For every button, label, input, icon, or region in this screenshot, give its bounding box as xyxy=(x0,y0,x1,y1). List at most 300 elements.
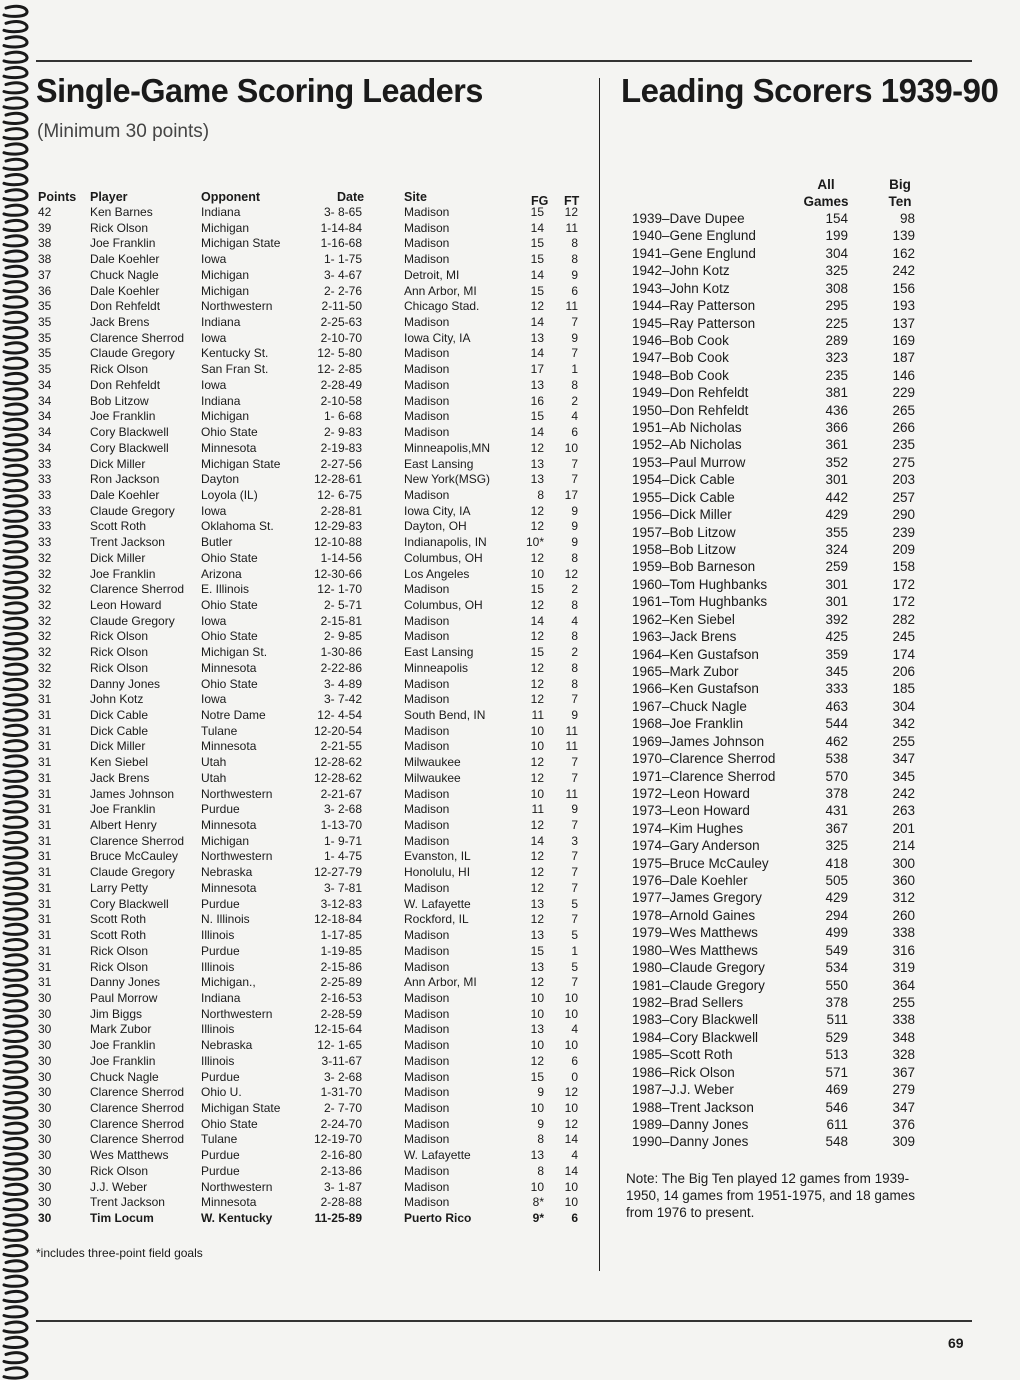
cell-big: 342 xyxy=(892,716,915,732)
cell-ft: 8 xyxy=(571,660,578,675)
spiral-coil xyxy=(4,588,27,598)
cell-date: 2-21-55 xyxy=(320,739,362,754)
cell-player: Rick Olson xyxy=(90,959,149,974)
cell-ft: 5 xyxy=(571,959,578,974)
cell-player: Paul Morrow xyxy=(90,990,158,1005)
cell-ft: 8 xyxy=(571,597,578,612)
table-row xyxy=(36,472,596,488)
cell-player: Clarence Sherrod xyxy=(90,582,185,597)
table-row xyxy=(630,750,930,767)
table-row xyxy=(36,488,596,504)
cell-fg: 16 xyxy=(530,393,544,408)
table-row xyxy=(36,1211,596,1227)
spiral-coil xyxy=(4,312,27,322)
table-row xyxy=(36,362,596,378)
spiral-coil xyxy=(4,404,27,414)
cell-points: 31 xyxy=(38,880,52,895)
cell-all: 550 xyxy=(825,977,848,993)
cell-ft: 12 xyxy=(564,1085,578,1100)
cell-site: Madison xyxy=(404,818,450,833)
cell-player: Dale Koehler xyxy=(90,283,160,298)
cell-year-player: 1957–Bob Litzow xyxy=(632,524,736,540)
single-game-subtitle: (Minimum 30 points) xyxy=(37,121,210,142)
cell-all: 378 xyxy=(825,785,848,801)
cell-player: John Kotz xyxy=(90,692,144,707)
header-opponent: Opponent xyxy=(201,190,261,204)
cell-fg: 12 xyxy=(530,660,544,675)
cell-date: 2-24-70 xyxy=(320,1116,362,1131)
cell-year-player: 1981–Claude Gregory xyxy=(632,977,765,993)
cell-year-player: 1984–Cory Blackwell xyxy=(632,1029,759,1045)
cell-opponent: Michigan xyxy=(201,220,250,235)
cell-player: Ron Jackson xyxy=(90,472,160,487)
cell-player: Clarence Sherrod xyxy=(90,1132,185,1147)
table-row xyxy=(630,524,930,541)
cell-ft: 10 xyxy=(564,1100,578,1115)
cell-player: Clarence Sherrod xyxy=(90,1085,185,1100)
cell-site: Ann Arbor, MI xyxy=(404,283,477,298)
cell-player: Trent Jackson xyxy=(90,1195,165,1210)
cell-site: Chicago Stad. xyxy=(404,299,480,314)
cell-points: 34 xyxy=(38,377,52,392)
table-row xyxy=(630,646,930,663)
cell-fg: 9* xyxy=(532,1211,544,1225)
cell-player: Dick Cable xyxy=(90,723,149,738)
cell-points: 36 xyxy=(38,283,52,298)
cell-site: Rockford, IL xyxy=(404,912,469,927)
cell-opponent: Illinois xyxy=(201,1022,235,1037)
cell-site: Iowa City, IA xyxy=(404,330,471,345)
table-row xyxy=(36,1132,596,1148)
cell-fg: 11 xyxy=(531,802,544,817)
spiral-coil xyxy=(4,557,27,567)
spiral-coil xyxy=(4,419,27,429)
cell-fg: 15 xyxy=(530,205,544,219)
cell-opponent: Michigan xyxy=(201,833,250,848)
cell-player: Joe Franklin xyxy=(90,1053,156,1068)
table-row xyxy=(630,558,930,575)
cell-big: 158 xyxy=(892,559,915,575)
top-rule xyxy=(36,60,972,62)
cell-date: 2-11-50 xyxy=(321,299,362,314)
table-row xyxy=(36,818,596,834)
cell-points: 35 xyxy=(38,362,52,377)
cell-player: J.J. Weber xyxy=(90,1179,148,1194)
cell-site: East Lansing xyxy=(404,645,474,660)
cell-all: 546 xyxy=(825,1099,848,1115)
spiral-coil xyxy=(4,894,27,904)
header-big-line2: Ten xyxy=(888,194,912,209)
table-row xyxy=(36,629,596,645)
cell-date: 2- 5-71 xyxy=(323,597,362,612)
header-big-ten xyxy=(880,176,920,210)
spiral-coil xyxy=(4,756,27,766)
cell-big: 193 xyxy=(892,298,915,314)
cell-date: 11-25-89 xyxy=(314,1211,362,1225)
cell-all: 442 xyxy=(825,489,848,505)
table-row xyxy=(36,1007,596,1023)
header-ft: FT xyxy=(564,194,580,208)
cell-player: Rick Olson xyxy=(90,943,149,958)
cell-player: Ken Siebel xyxy=(90,755,149,770)
spiral-coil xyxy=(4,6,27,16)
cell-date: 2-13-86 xyxy=(320,1163,362,1178)
cell-points: 33 xyxy=(38,456,52,471)
cell-year-player: 1976–Dale Koehler xyxy=(632,873,748,889)
spiral-coil xyxy=(4,266,27,276)
cell-date: 12-10-88 xyxy=(313,535,362,550)
cell-player: Danny Jones xyxy=(90,676,161,691)
cell-site: Madison xyxy=(404,833,450,848)
cell-points: 31 xyxy=(38,833,52,848)
cell-opponent: Indiana xyxy=(201,393,241,408)
cell-all: 367 xyxy=(825,820,848,836)
big-ten-note: Note: The Big Ten played 12 games from 1939-1950, 14 games from 1951-1975, and 18 games from 1976 to present. xyxy=(626,1171,915,1220)
cell-all: 308 xyxy=(825,280,848,296)
cell-date: 2-10-70 xyxy=(320,330,362,345)
spiral-coil xyxy=(4,848,27,858)
spiral-coil xyxy=(4,113,27,123)
table-row xyxy=(36,739,596,755)
table-row xyxy=(36,299,596,315)
cell-opponent: Utah xyxy=(201,770,227,785)
spiral-coil xyxy=(4,878,27,888)
table-row xyxy=(630,994,930,1011)
cell-big: 360 xyxy=(892,873,915,889)
table-row xyxy=(36,378,596,394)
cell-fg: 10 xyxy=(530,1100,544,1115)
spiral-coil xyxy=(4,1230,27,1240)
cell-year-player: 1939–Dave Dupee xyxy=(632,211,745,226)
cell-year-player: 1974–Kim Hughes xyxy=(632,820,744,836)
cell-fg: 12 xyxy=(530,629,544,644)
cell-year-player: 1956–Dick Miller xyxy=(632,507,732,523)
cell-year-player: 1986–Rick Olson xyxy=(632,1064,735,1080)
cell-opponent: Purdue xyxy=(201,1163,240,1178)
table-row xyxy=(630,349,930,366)
single-game-table xyxy=(36,205,596,1227)
spiral-coil xyxy=(4,389,27,399)
cell-points: 32 xyxy=(38,676,52,691)
cell-year-player: 1967–Chuck Nagle xyxy=(632,698,747,714)
cell-site: Indianapolis, IN xyxy=(404,535,487,550)
cell-site: Los Angeles xyxy=(404,566,470,581)
cell-year-player: 1958–Bob Litzow xyxy=(632,542,736,558)
cell-player: Clarence Sherrod xyxy=(90,1100,185,1115)
cell-big: 260 xyxy=(892,907,915,923)
cell-site: Madison xyxy=(404,205,450,219)
cell-points: 32 xyxy=(38,613,52,628)
table-row xyxy=(36,975,596,991)
cell-year-player: 1983–Cory Blackwell xyxy=(632,1012,759,1028)
cell-points: 32 xyxy=(38,550,52,565)
table-row xyxy=(36,912,596,928)
cell-date: 2-25-63 xyxy=(320,315,362,330)
column-divider xyxy=(599,78,600,1271)
cell-all: 235 xyxy=(825,367,848,383)
spiral-coil xyxy=(4,98,27,108)
cell-opponent: Ohio State xyxy=(201,1116,258,1131)
spiral-coil xyxy=(4,343,27,353)
table-row xyxy=(36,708,596,724)
table-row xyxy=(36,787,596,803)
cell-fg: 15 xyxy=(530,283,544,298)
cell-ft: 7 xyxy=(571,456,578,471)
cell-player: Bob Litzow xyxy=(90,393,149,408)
table-row xyxy=(630,454,930,471)
cell-date: 2-28-59 xyxy=(320,1006,362,1021)
spiral-coil xyxy=(4,511,27,521)
cell-opponent: Ohio State xyxy=(201,597,258,612)
cell-all: 324 xyxy=(825,542,848,558)
cell-player: Joe Franklin xyxy=(90,236,156,251)
cell-big: 265 xyxy=(892,402,915,418)
cell-player: Trent Jackson xyxy=(90,535,165,550)
cell-ft: 9 xyxy=(571,330,578,345)
cell-opponent: Michigan., xyxy=(201,975,256,990)
cell-date: 2-16-80 xyxy=(320,1148,362,1163)
cell-big: 319 xyxy=(892,960,915,976)
cell-date: 2-25-89 xyxy=(320,975,362,990)
cell-player: Rick Olson xyxy=(90,220,149,235)
cell-player: Scott Roth xyxy=(90,928,147,943)
spiral-coil xyxy=(4,373,27,383)
cell-date: 1-19-85 xyxy=(320,943,362,958)
table-row xyxy=(630,210,930,227)
cell-points: 30 xyxy=(38,1132,52,1147)
cell-points: 30 xyxy=(38,990,52,1005)
cell-points: 30 xyxy=(38,1163,52,1178)
cell-ft: 9 xyxy=(571,708,578,722)
cell-big: 255 xyxy=(892,733,915,749)
cell-player: Clarence Sherrod xyxy=(90,833,185,848)
cell-all: 429 xyxy=(825,890,848,906)
cell-points: 33 xyxy=(38,535,52,550)
cell-player: Scott Roth xyxy=(90,519,147,534)
cell-site: Iowa City, IA xyxy=(404,503,471,518)
cell-site: Madison xyxy=(404,880,450,895)
cell-site: W. Lafayette xyxy=(404,1148,471,1163)
cell-opponent: Indiana xyxy=(201,990,241,1005)
cell-big: 364 xyxy=(892,977,915,993)
table-row xyxy=(630,227,930,244)
table-row xyxy=(630,628,930,645)
cell-fg: 14 xyxy=(530,267,544,282)
cell-all: 304 xyxy=(825,245,848,261)
cell-big: 137 xyxy=(892,315,915,331)
spiral-coil xyxy=(4,282,27,292)
cell-big: 206 xyxy=(892,663,915,679)
cell-all: 529 xyxy=(825,1029,848,1045)
cell-date: 1-31-70 xyxy=(320,1085,362,1100)
cell-date: 2-10-58 xyxy=(320,393,362,408)
cell-fg: 10 xyxy=(530,1006,544,1021)
cell-big: 255 xyxy=(892,994,915,1010)
leading-scorers-title: Leading Scorers 1939-90 xyxy=(621,72,999,109)
cell-all: 505 xyxy=(825,873,848,889)
cell-ft: 6 xyxy=(571,1211,578,1225)
cell-big: 172 xyxy=(892,576,915,592)
cell-points: 38 xyxy=(38,236,52,251)
spiral-coil xyxy=(4,970,27,980)
cell-site: Madison xyxy=(404,990,450,1005)
cell-player: Scott Roth xyxy=(90,912,147,927)
cell-player: Claude Gregory xyxy=(90,503,175,518)
cell-ft: 10 xyxy=(564,440,578,455)
cell-site: Madison xyxy=(404,692,450,707)
cell-big: 367 xyxy=(892,1064,915,1080)
table-row xyxy=(36,802,596,818)
cell-big: 156 xyxy=(892,280,915,296)
spiral-coil xyxy=(4,741,27,751)
cell-big: 229 xyxy=(892,385,915,401)
table-row xyxy=(36,960,596,976)
cell-fg: 8 xyxy=(537,1163,544,1178)
cell-date: 1-13-70 xyxy=(320,818,362,833)
cell-points: 30 xyxy=(38,1069,52,1084)
cell-year-player: 1973–Leon Howard xyxy=(632,803,750,819)
cell-opponent: Nebraska xyxy=(201,1038,253,1053)
cell-date: 12- 5-80 xyxy=(317,346,362,361)
spiral-coil xyxy=(4,159,27,169)
table-row xyxy=(36,567,596,583)
cell-year-player: 1966–Ken Gustafson xyxy=(632,681,759,697)
cell-all: 544 xyxy=(825,716,848,732)
header-site: Site xyxy=(404,190,427,204)
cell-all: 154 xyxy=(825,211,848,226)
cell-date: 12-19-70 xyxy=(313,1132,362,1147)
cell-opponent: Indiana xyxy=(201,205,241,219)
cell-ft: 8 xyxy=(571,377,578,392)
cell-ft: 4 xyxy=(571,409,578,424)
spiral-coil xyxy=(4,144,27,154)
table-row xyxy=(36,834,596,850)
header-all-line1: All xyxy=(817,177,835,192)
spiral-coil xyxy=(4,205,27,215)
table-row xyxy=(36,1070,596,1086)
cell-year-player: 1953–Paul Murrow xyxy=(632,454,746,470)
cell-all: 513 xyxy=(825,1047,848,1063)
cell-opponent: Ohio State xyxy=(201,676,258,691)
table-row xyxy=(630,419,930,436)
cell-year-player: 1951–Ab Nicholas xyxy=(632,420,742,436)
cell-player: Claude Gregory xyxy=(90,865,175,880)
cell-year-player: 1980–Claude Gregory xyxy=(632,960,765,976)
table-row xyxy=(36,346,596,362)
cell-big: 263 xyxy=(892,803,915,819)
cell-site: South Bend, IN xyxy=(404,708,486,722)
spiral-binding xyxy=(0,0,40,1380)
cell-year-player: 1980–Wes Matthews xyxy=(632,942,758,958)
cell-big: 338 xyxy=(892,925,915,941)
cell-all: 463 xyxy=(825,698,848,714)
cell-player: Dick Miller xyxy=(90,456,146,471)
cell-date: 12- 1-65 xyxy=(317,1038,362,1053)
cell-player: Mark Zubor xyxy=(90,1022,152,1037)
cell-year-player: 1943–John Kotz xyxy=(632,280,730,296)
spiral-coil xyxy=(4,175,27,185)
spiral-coil xyxy=(4,37,27,47)
cell-date: 2-28-49 xyxy=(320,377,362,392)
cell-date: 2- 2-76 xyxy=(323,283,362,298)
cell-points: 31 xyxy=(38,865,52,880)
spiral-coil xyxy=(4,328,27,338)
cell-opponent: Ohio State xyxy=(201,550,258,565)
cell-all: 301 xyxy=(825,594,848,610)
cell-site: Madison xyxy=(404,629,450,644)
cell-fg: 14 xyxy=(530,425,544,440)
cell-points: 31 xyxy=(38,959,52,974)
cell-opponent: Iowa xyxy=(201,692,227,707)
spiral-coil xyxy=(4,22,27,32)
cell-ft: 5 xyxy=(571,896,578,911)
cell-year-player: 1941–Gene Englund xyxy=(632,245,756,261)
cell-big: 300 xyxy=(892,855,915,871)
cell-fg: 13 xyxy=(530,959,544,974)
cell-player: Joe Franklin xyxy=(90,1038,156,1053)
cell-ft: 6 xyxy=(571,283,578,298)
three-point-footnote: *includes three-point field goals xyxy=(36,1246,203,1260)
cell-all: 325 xyxy=(825,838,848,854)
cell-fg: 12 xyxy=(530,849,544,864)
cell-opponent: Michigan xyxy=(201,283,250,298)
cell-points: 31 xyxy=(38,755,52,770)
cell-site: Madison xyxy=(404,1006,450,1021)
cell-site: Columbus, OH xyxy=(404,550,483,565)
cell-all: 538 xyxy=(825,751,848,767)
cell-opponent: Minnesota xyxy=(201,660,257,675)
cell-site: Madison xyxy=(404,346,450,361)
cell-year-player: 1969–James Johnson xyxy=(632,733,765,749)
cell-points: 30 xyxy=(38,1006,52,1021)
table-row xyxy=(630,384,930,401)
cell-ft: 7 xyxy=(571,346,578,361)
cell-opponent: Indiana xyxy=(201,315,241,330)
cell-site: Puerto Rico xyxy=(404,1211,472,1225)
cell-big: 162 xyxy=(892,245,915,261)
cell-fg: 17 xyxy=(530,362,544,377)
cell-ft: 12 xyxy=(564,1116,578,1131)
cell-date: 12-18-84 xyxy=(313,912,362,927)
cell-fg: 14 xyxy=(530,346,544,361)
cell-points: 32 xyxy=(38,629,52,644)
cell-player: Leon Howard xyxy=(90,597,162,612)
cell-fg: 12 xyxy=(530,692,544,707)
cell-date: 3-12-83 xyxy=(320,896,362,911)
cell-player: Chuck Nagle xyxy=(90,267,159,282)
cell-year-player: 1944–Ray Patterson xyxy=(632,298,756,314)
cell-opponent: Northwestern xyxy=(201,299,273,314)
cell-date: 3- 4-67 xyxy=(323,267,362,282)
cell-date: 12-27-79 xyxy=(313,865,362,880)
cell-site: Madison xyxy=(404,487,450,502)
cell-ft: 10 xyxy=(564,1179,578,1194)
cell-points: 31 xyxy=(38,786,52,801)
leading-scorers-table xyxy=(630,210,930,1151)
table-row xyxy=(36,677,596,693)
cell-year-player: 1942–John Kotz xyxy=(632,263,730,279)
table-row xyxy=(36,692,596,708)
cell-opponent: Michigan State xyxy=(201,1100,281,1115)
cell-opponent: W. Kentucky xyxy=(201,1211,273,1225)
cell-site: Madison xyxy=(404,1116,450,1131)
cell-ft: 2 xyxy=(571,582,578,597)
cell-year-player: 1955–Dick Cable xyxy=(632,489,735,505)
cell-big: 257 xyxy=(892,489,915,505)
cell-opponent: Illinois xyxy=(201,928,235,943)
table-row xyxy=(36,661,596,677)
cell-year-player: 1948–Bob Cook xyxy=(632,367,729,383)
